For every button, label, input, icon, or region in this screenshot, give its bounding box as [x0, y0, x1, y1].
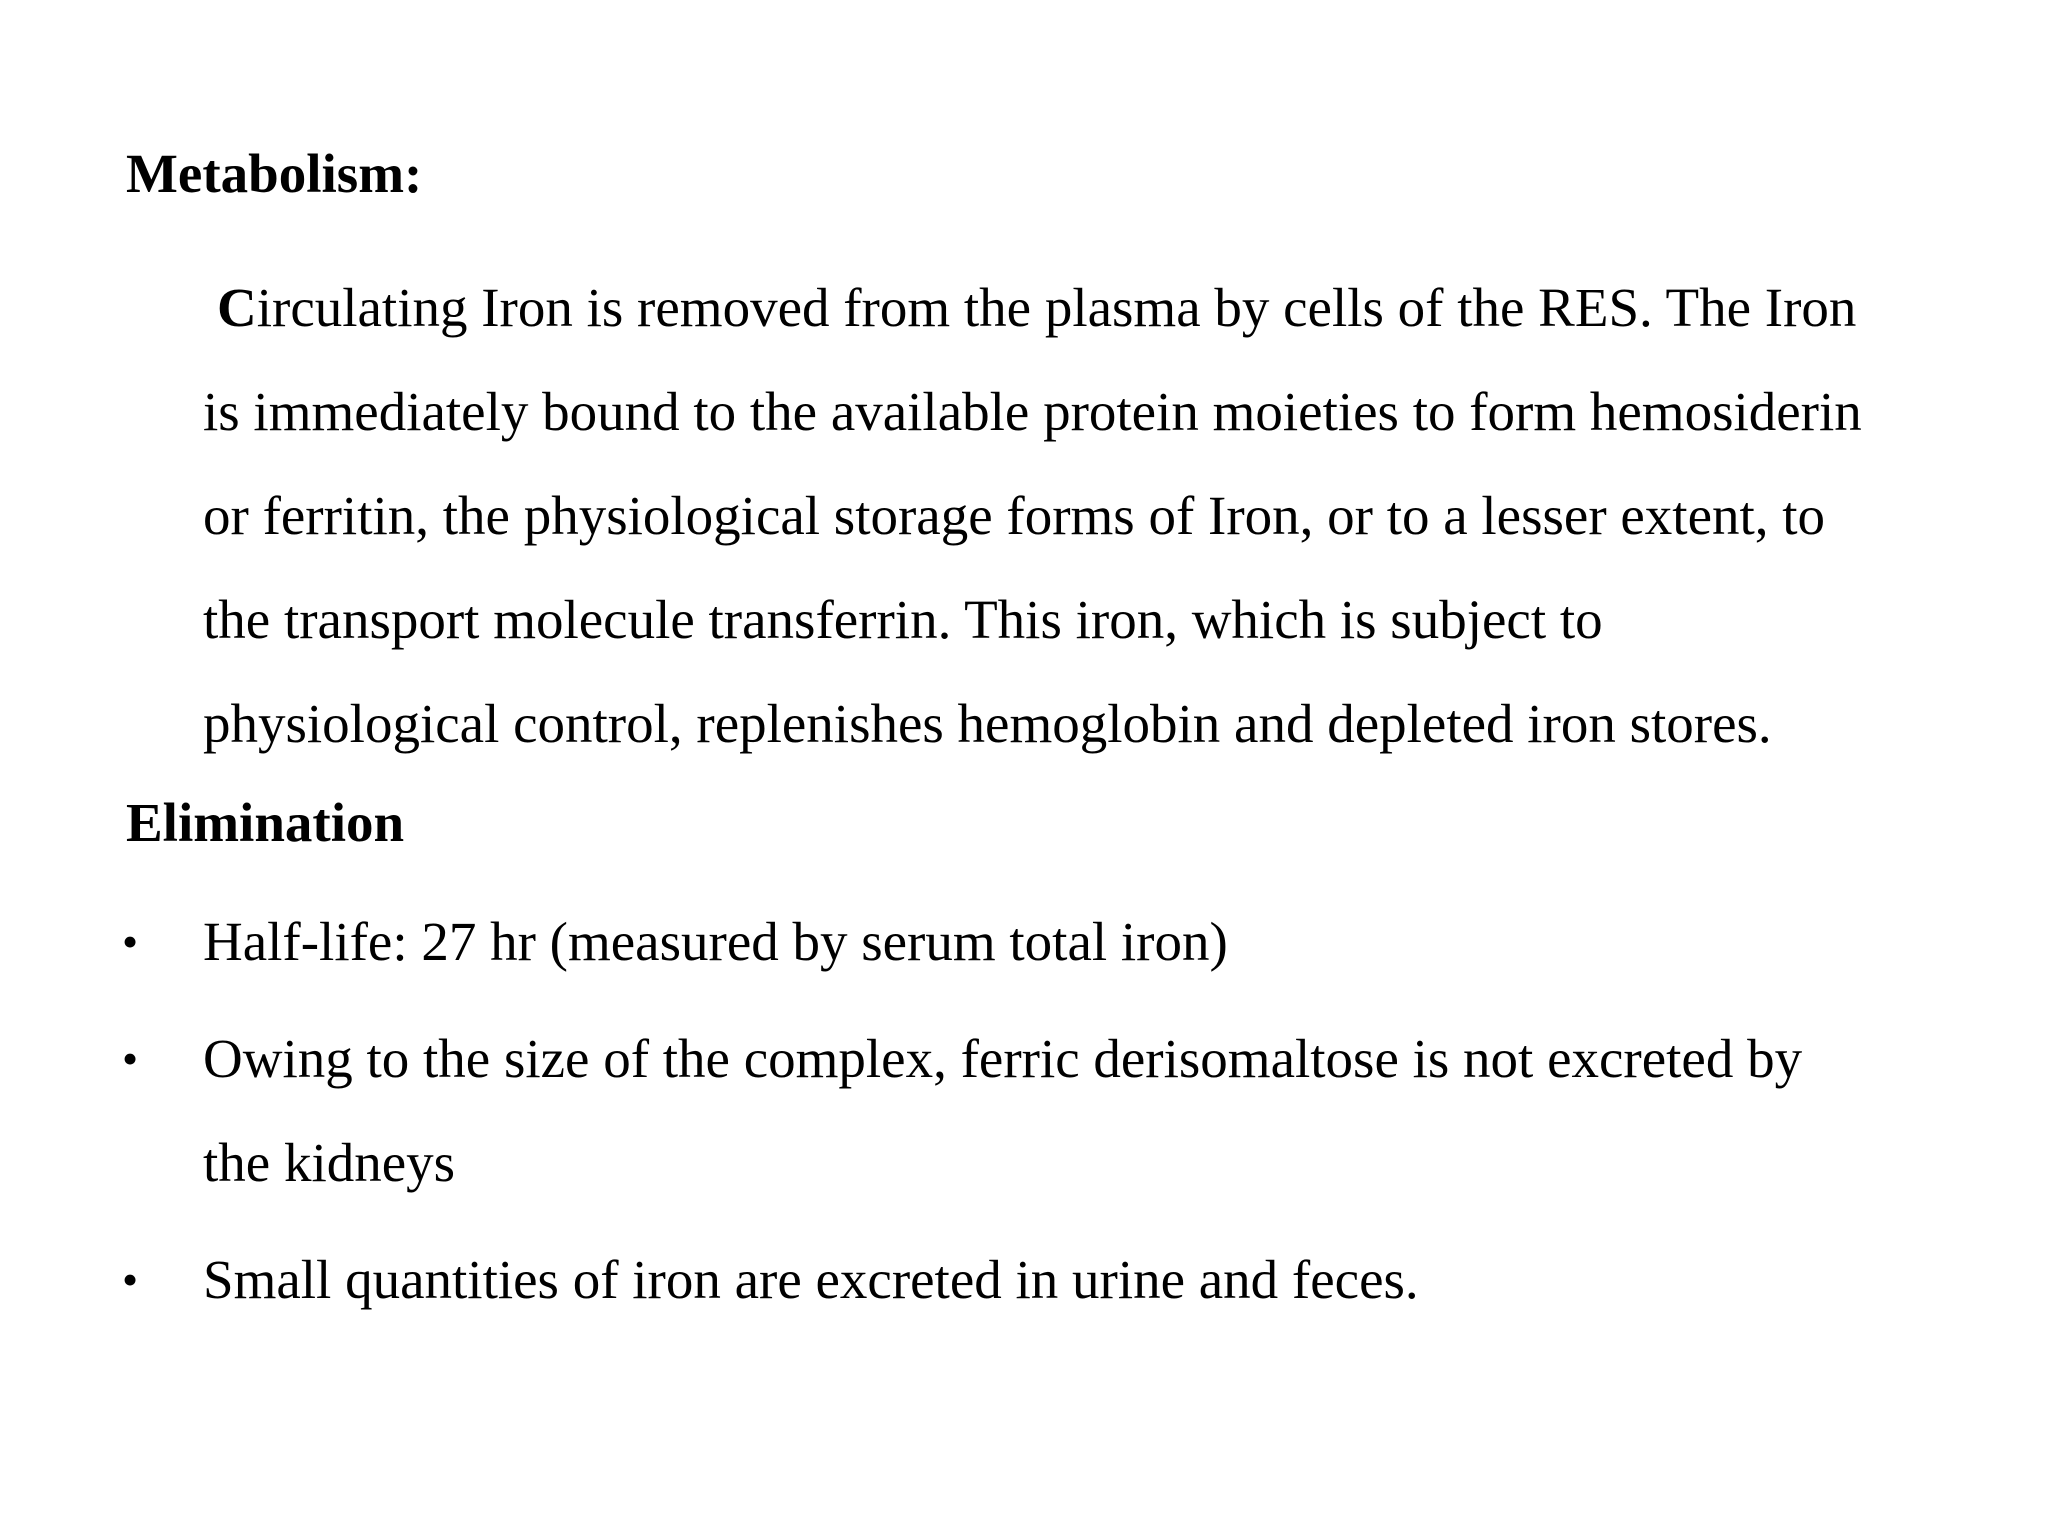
bullet-icon: •: [122, 916, 139, 967]
paragraph-line: [203, 256, 1963, 360]
bullet-text: [203, 1007, 1963, 1215]
paragraph-line: the transport molecule transferrin. This iron, which is subject to: [203, 589, 1603, 650]
paragraph-first-letter: C: [217, 277, 257, 338]
bullet-text: [203, 890, 1963, 994]
paragraph-line-text: irculating Iron is removed from the plasma by cells of the RES. The Iron: [256, 277, 1857, 338]
paragraph-line: or ferritin, the physiological storage forms of Iron, or to a lesser extent, to: [203, 485, 1826, 546]
elimination-heading: Elimination: [126, 792, 405, 853]
bullet-line: Owing to the size of the complex, ferric derisomaltose is not excreted by: [203, 1028, 1803, 1089]
paragraph-line: physiological control, replenishes hemoglobin and depleted iron stores.: [203, 693, 1772, 754]
paragraph-line: is immediately bound to the available protein moieties to form hemosiderin: [203, 381, 1862, 442]
bullet-icon: •: [122, 1033, 139, 1084]
metabolism-paragraph: [203, 256, 1963, 776]
metabolism-heading: Metabolism:: [126, 143, 423, 204]
bullet-line: Small quantities of iron are excreted in urine and feces.: [203, 1249, 1419, 1310]
bullet-line: Half-life: 27 hr (measured by serum total iron): [203, 911, 1228, 972]
bullet-icon: •: [122, 1254, 139, 1305]
bullet-line: the kidneys: [203, 1132, 456, 1193]
bullet-text: [203, 1228, 1963, 1332]
